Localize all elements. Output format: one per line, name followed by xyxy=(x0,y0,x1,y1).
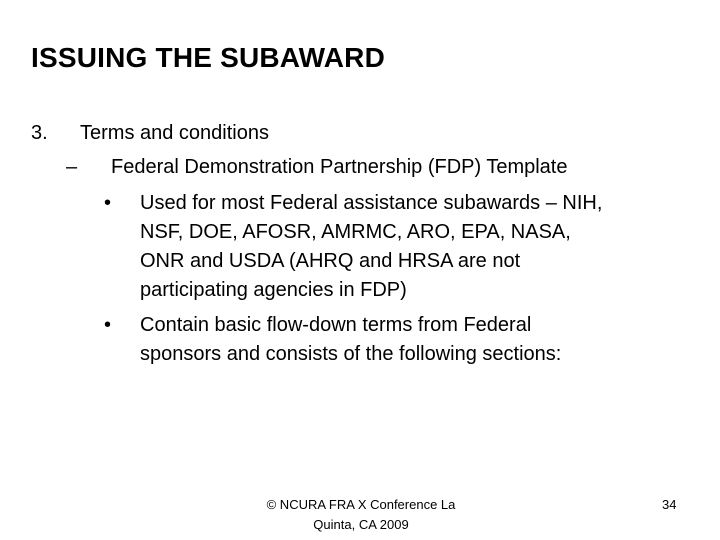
page-number: 34 xyxy=(662,497,677,512)
bullet-2-line-2: sponsors and consists of the following sections: xyxy=(140,343,562,365)
sub-item-dash: – xyxy=(66,156,78,178)
bullet-1-line-1: Used for most Federal assistance subawards – NIH, xyxy=(140,192,603,214)
bullet-2-marker: • xyxy=(104,314,112,336)
footer-line-2: Quinta, CA 2009 xyxy=(313,517,409,532)
sub-item-text: Federal Demonstration Partnership (FDP) Template xyxy=(111,156,568,178)
bullet-1-marker: • xyxy=(104,192,112,214)
item-text: Terms and conditions xyxy=(80,122,269,144)
slide-title: ISSUING THE SUBAWARD xyxy=(31,42,386,73)
bullet-1-line-2: NSF, DOE, AFOSR, AMRMC, ARO, EPA, NASA, xyxy=(140,221,571,243)
bullet-1-line-3: ONR and USDA (AHRQ and HRSA are not xyxy=(140,250,521,272)
bullet-1-line-4: participating agencies in FDP) xyxy=(140,279,407,301)
bullet-2-line-1: Contain basic flow-down terms from Federal xyxy=(140,314,532,336)
footer-copyright xyxy=(246,495,476,535)
item-number: 3. xyxy=(31,122,48,144)
footer-line-1: © NCURA FRA X Conference La xyxy=(266,497,456,512)
